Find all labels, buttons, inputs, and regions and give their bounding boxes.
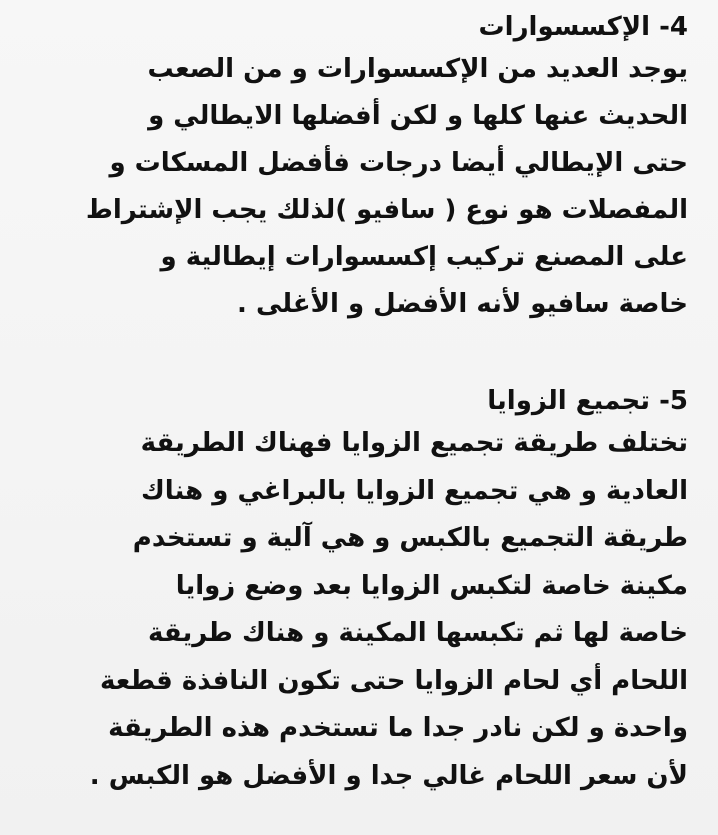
section-accessories	[30, 8, 688, 328]
paragraph-line: واحدة و لكن نادر جدا ما تستخدم هذه الطريقة	[108, 713, 688, 743]
paragraph-line: تختلف طريقة تجميع الزوايا فهناك الطريقة	[140, 428, 688, 458]
paragraph-line: يوجد العديد من الإكسسوارات و من الصعب	[147, 54, 688, 84]
paragraph-line: حتى الإيطالي أيضا درجات فأفضل المسكات و	[109, 148, 688, 178]
section-corner-assembly	[30, 382, 688, 800]
paragraph-line: الحديث عنها كلها و لكن أفضلها الايطالي و	[148, 101, 688, 131]
section-heading-corner-assembly: 5- تجميع الزوايا	[487, 386, 688, 416]
paragraph-line: مكينة خاصة لتكبس الزوايا بعد وضع زوايا	[175, 570, 688, 601]
paragraph-line: اللحام أي لحام الزوايا حتى تكون النافذة قطعة	[100, 665, 688, 696]
section-heading-accessories: 4- الإكسسوارات	[478, 12, 688, 42]
paragraph-line: طريقة التجميع بالكبس و هي آلية و تستخدم	[132, 523, 688, 553]
paragraph-line: العادية و هي تجميع الزوايا بالبراغي و هناك	[140, 475, 688, 506]
paragraph-line: المفصلات هو نوع ( سافيو )لذلك يجب الإشتراط	[85, 195, 688, 225]
paragraph-line: على المصنع تركيب إكسسوارات إيطالية و	[160, 242, 688, 272]
paragraph-line: خاصة سافيو لأنه الأفضل و الأغلى .	[237, 289, 688, 319]
paragraph-line: لأن سعر اللحام غالي جدا و الأفضل هو الكبس .	[89, 760, 688, 791]
paragraph-line: خاصة لها ثم تكبسها المكينة و هناك طريقة	[148, 618, 688, 648]
